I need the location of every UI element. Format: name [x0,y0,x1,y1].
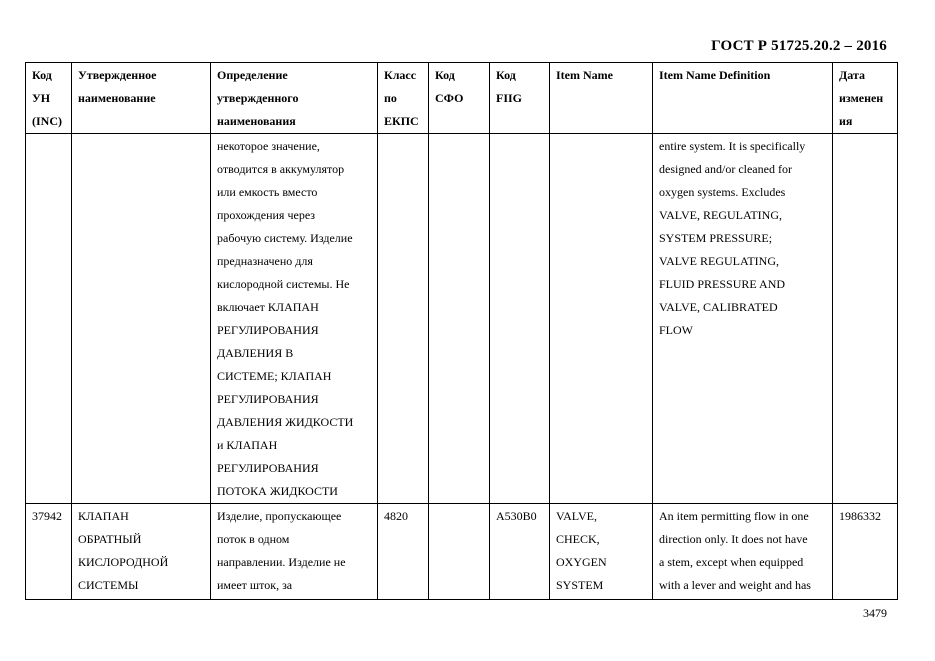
cell-text-line: 4820 [384,509,408,523]
column-header-text: Дата [839,68,865,82]
column-header-text: СФО [435,91,464,105]
cell-text-line: FLUID PRESSURE AND [659,277,786,291]
cell-text-line: РЕГУЛИРОВАНИЯ [217,461,319,475]
column-header-text: наименования [217,114,296,128]
cell-text-line: direction only. It does not have [659,532,808,546]
column-header-text: ия [839,114,853,128]
cell-text-line: 1986332 [839,509,881,523]
cell-item-name [550,134,653,504]
column-header-text: Item Name [556,68,613,82]
cell-text-line: предназначено для [217,254,313,268]
cell-text-line: VALVE, REGULATING, [659,208,782,222]
column-header-text: ЕКПС [384,114,419,128]
column-header-sfo-code [429,63,490,134]
cell-sfo-code [429,134,490,504]
cell-text-line: поток в одном [217,532,290,546]
column-header-text: (INC) [32,114,62,128]
cell-text-line: A530B0 [496,509,537,523]
column-header-text: Класс [384,68,417,82]
table-row [26,134,898,504]
column-header-text: Код [435,68,455,82]
cell-definition [211,134,378,504]
column-header-definition [211,63,378,134]
column-header-text: по [384,91,397,105]
cell-text-line: SYSTEM PRESSURE; [659,231,773,245]
column-header-approved-name [72,63,211,134]
cell-text-line: РЕГУЛИРОВАНИЯ [217,323,319,337]
cell-item-name-definition [653,134,833,504]
cell-fiig-code [490,504,550,600]
cell-text-line: 37942 [32,509,62,523]
column-header-text: FIIG [496,91,523,105]
column-header-fiig-code [490,63,550,134]
cell-sfo-code [429,504,490,600]
cell-text-line: СИСТЕМЕ; КЛАПАН [217,369,332,383]
cell-text-line: ОБРАТНЫЙ [78,532,142,546]
cell-inc-code [26,504,72,600]
classification-table [25,62,898,600]
cell-text-line: РЕГУЛИРОВАНИЯ [217,392,319,406]
cell-text-line: отводится в аккумулятор [217,162,345,176]
cell-text-line: или емкость вместо [217,185,318,199]
cell-text-line: CHECK, [556,532,600,546]
cell-text-line: SYSTEM [556,578,604,592]
cell-item-name [550,504,653,600]
cell-approved-name [72,504,211,600]
cell-text-line: ДАВЛЕНИЯ В [217,346,294,360]
cell-text-line: СИСТЕМЫ [78,578,139,592]
cell-text-line: with a lever and weight and has [659,578,811,592]
column-header-item-name-definition [653,63,833,134]
cell-text-line: и КЛАПАН [217,438,278,452]
cell-text-line: ПОТОКА ЖИДКОСТИ [217,484,338,498]
column-header-text: наименование [78,91,156,105]
cell-text-line: oxygen systems. Excludes [659,185,786,199]
cell-text-line: включает КЛАПАН [217,300,319,314]
column-header-text: Код [496,68,516,82]
cell-ekps-class [378,504,429,600]
cell-text-line: VALVE, [556,509,598,523]
cell-text-line: некоторое значение, [217,139,320,153]
table-row [26,504,898,600]
cell-text-line: FLOW [659,323,693,337]
column-header-change-date [833,63,898,134]
cell-text-line: entire system. It is specifically [659,139,806,153]
table-header-row [26,63,898,134]
cell-text-line: An item permitting flow in one [659,509,809,523]
cell-text-line: направлении. Изделие не [217,555,346,569]
cell-text-line: прохождения через [217,208,316,222]
column-header-text: Утвержденное [78,68,157,82]
column-header-text: изменен [839,91,884,105]
page-number: 3479 [863,606,887,620]
column-header-inc-code [26,63,72,134]
cell-item-name-definition [653,504,833,600]
cell-text-line: designed and/or cleaned for [659,162,792,176]
column-header-text: УН [32,91,51,105]
cell-text-line: ДАВЛЕНИЯ ЖИДКОСТИ [217,415,354,429]
cell-ekps-class [378,134,429,504]
cell-approved-name [72,134,211,504]
cell-text-line: имеет шток, за [217,578,293,592]
cell-change-date [833,504,898,600]
column-header-text: Определение [217,68,288,82]
cell-text-line: кислородной системы. Не [217,277,350,291]
cell-inc-code [26,134,72,504]
cell-text-line: a stem, except when equipped [659,555,804,569]
cell-text-line: рабочую систему. Изделие [217,231,353,245]
column-header-text: утвержденного [217,91,299,105]
cell-text-line: VALVE REGULATING, [659,254,779,268]
column-header-text: Код [32,68,52,82]
cell-text-line: КЛАПАН [78,509,129,523]
document-standard-header: ГОСТ Р 51725.20.2 – 2016 [711,38,887,54]
cell-text-line: Изделие, пропускающее [217,509,342,523]
column-header-ekps-class [378,63,429,134]
column-header-item-name [550,63,653,134]
cell-text-line: КИСЛОРОДНОЙ [78,555,169,569]
cell-fiig-code [490,134,550,504]
cell-text-line: VALVE, CALIBRATED [659,300,778,314]
cell-text-line: OXYGEN [556,555,607,569]
cell-definition [211,504,378,600]
cell-change-date [833,134,898,504]
column-header-text: Item Name Definition [659,68,771,82]
